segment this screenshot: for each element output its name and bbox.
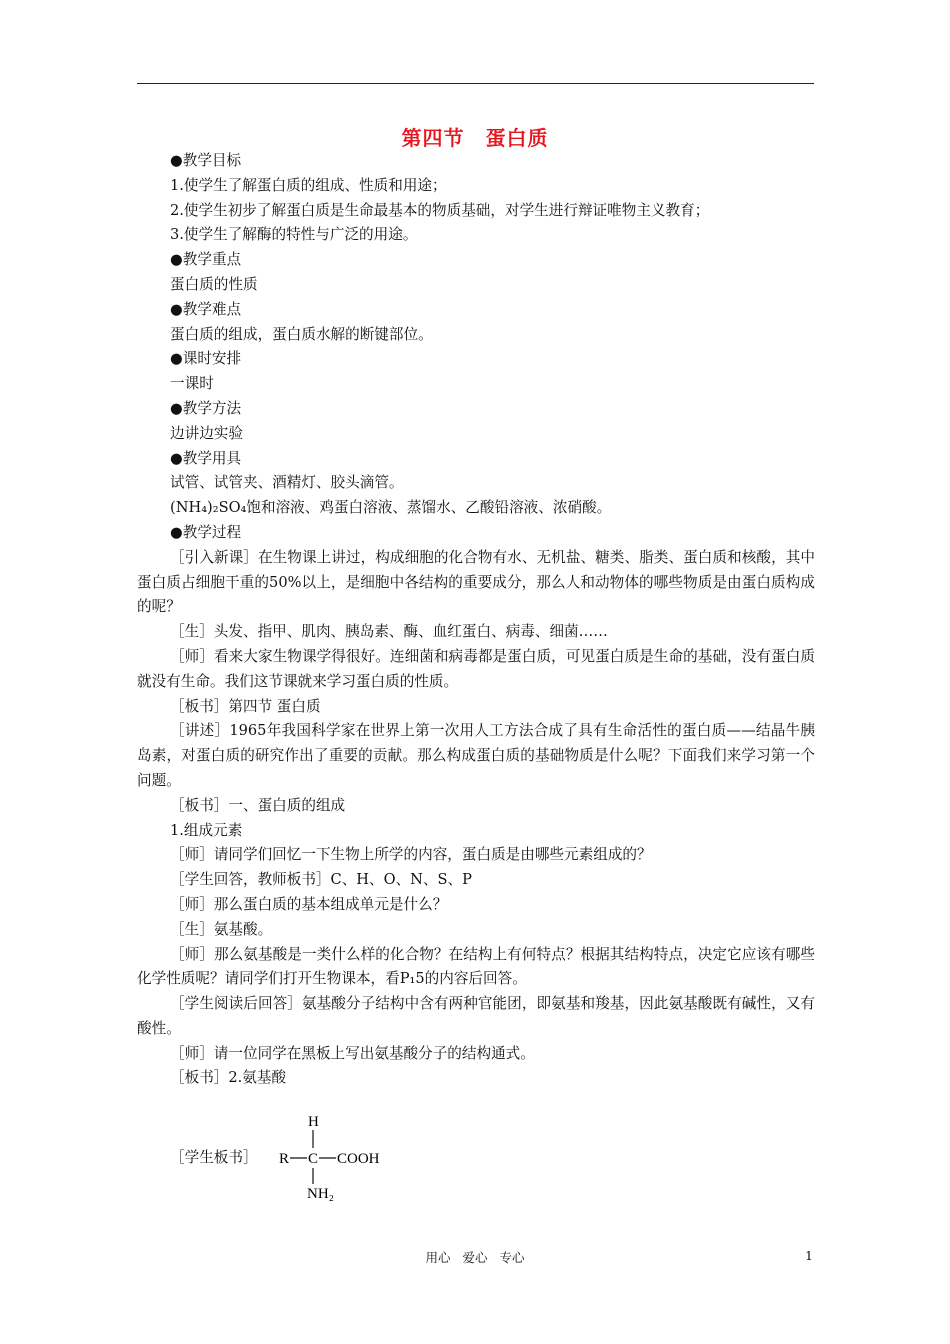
formula-right-group: COOH bbox=[337, 1151, 380, 1167]
heading-difficulties: ●教学难点 bbox=[170, 300, 242, 318]
formula-bottom-group: NH₂ bbox=[307, 1186, 334, 1202]
student-answer-1: ［生］头发、指甲、肌肉、胰岛素、酶、血红蛋白、病毒、细菌…… bbox=[170, 623, 608, 641]
student-answer-3: ［生］氨基酸。 bbox=[170, 920, 273, 938]
heading-key-points: ●教学重点 bbox=[170, 251, 242, 269]
student-answer-2: ［学生回答，教师板书］C、H、O、N、S、P bbox=[170, 871, 472, 889]
reagents-text: (NH₄)₂SO₄饱和溶液、鸡蛋白溶液、蒸馏水、乙酸铅溶液、浓硝酸。 bbox=[170, 499, 612, 517]
paragraph-intro: ［引入新课］在生物课上讲过，构成细胞的化合物有水、无机盐、糖类、脂类、蛋白质和核酸，其中蛋白质占细胞干重的50%以上，是细胞中各结构的重要成分，那么人和动物体的哪些物质是由蛋白质构成的呢？ bbox=[137, 548, 815, 616]
amino-acid-formula bbox=[168, 1110, 398, 1202]
header-rule bbox=[137, 83, 814, 84]
heading-equipment: ●教学用具 bbox=[170, 449, 242, 467]
teacher-remark-1: ［师］看来大家生物课学得很好。连细菌和病毒都是蛋白质，可见蛋白质是生命的基础，没有蛋白质就没有生命。我们这节课就来学习蛋白质的性质。 bbox=[137, 647, 815, 690]
method-text: 边讲边实验 bbox=[170, 424, 243, 442]
formula-top-atom: H bbox=[308, 1114, 319, 1130]
section-title: 第四节 蛋白质 bbox=[401, 126, 549, 150]
body-text bbox=[137, 149, 815, 1091]
heading-process: ●教学过程 bbox=[170, 523, 242, 541]
formula-left-group: R bbox=[279, 1151, 290, 1167]
objective-2: 2.使学生初步了解蛋白质是生命最基本的物质基础，对学生进行辩证唯物主义教育； bbox=[170, 201, 710, 219]
board-note-1: ［板书］第四节 蛋白质 bbox=[170, 697, 321, 715]
heading-objectives: ●教学目标 bbox=[170, 152, 242, 169]
difficulty-text: 蛋白质的组成，蛋白质水解的断键部位。 bbox=[170, 325, 433, 343]
student-answer-4: ［学生阅读后回答］氨基酸分子结构中含有两种官能团，即氨基和羧基，因此氨基酸既有碱性，又有酸性。 bbox=[137, 995, 815, 1037]
heading-method: ●教学方法 bbox=[170, 399, 242, 417]
page-number: 1 bbox=[805, 1248, 813, 1263]
teacher-request: ［师］请一位同学在黑板上写出氨基酸分子的结构通式。 bbox=[170, 1044, 535, 1062]
board-note-3: ［板书］2.氨基酸 bbox=[170, 1069, 287, 1087]
page-footer: 用心 爱心 专心 bbox=[425, 1250, 525, 1265]
schedule-text: 一课时 bbox=[170, 375, 214, 393]
objective-1: 1.使学生了解蛋白质的组成、性质和用途； bbox=[170, 176, 447, 194]
formula-center-atom: C bbox=[308, 1151, 319, 1167]
objective-3: 3.使学生了解酶的特性与广泛的用途。 bbox=[170, 226, 418, 244]
heading-schedule: ●课时安排 bbox=[170, 350, 242, 368]
subheading-elements: 1.组成元素 bbox=[170, 821, 243, 839]
formula-label: ［学生板书］ bbox=[170, 1149, 258, 1166]
teacher-question-1: ［师］请同学们回忆一下生物上所学的内容，蛋白质是由哪些元素组成的？ bbox=[170, 846, 652, 864]
board-note-2: ［板书］一、蛋白质的组成 bbox=[170, 796, 346, 814]
teacher-question-3: ［师］那么氨基酸是一类什么样的化合物？在结构上有何特点？根据其结构特点，决定它应该有哪些化学性质呢？请同学们打开生物课本，看P₁5的内容后回答。 bbox=[137, 945, 815, 988]
equipment-text: 试管、试管夹、酒精灯、胶头滴管。 bbox=[170, 474, 404, 492]
structural-formula bbox=[168, 1110, 398, 1202]
key-point-text: 蛋白质的性质 bbox=[170, 275, 258, 293]
teacher-question-2: ［师］那么蛋白质的基本组成单元是什么？ bbox=[170, 895, 448, 913]
paragraph-lecture: ［讲述］1965年我国科学家在世界上第一次用人工方法合成了具有生命活性的蛋白质——结晶牛胰岛素，对蛋白质的研究作出了重要的贡献。那么构成蛋白质的基础物质是什么呢？下面我们来学习第一个问题。 bbox=[137, 722, 815, 789]
